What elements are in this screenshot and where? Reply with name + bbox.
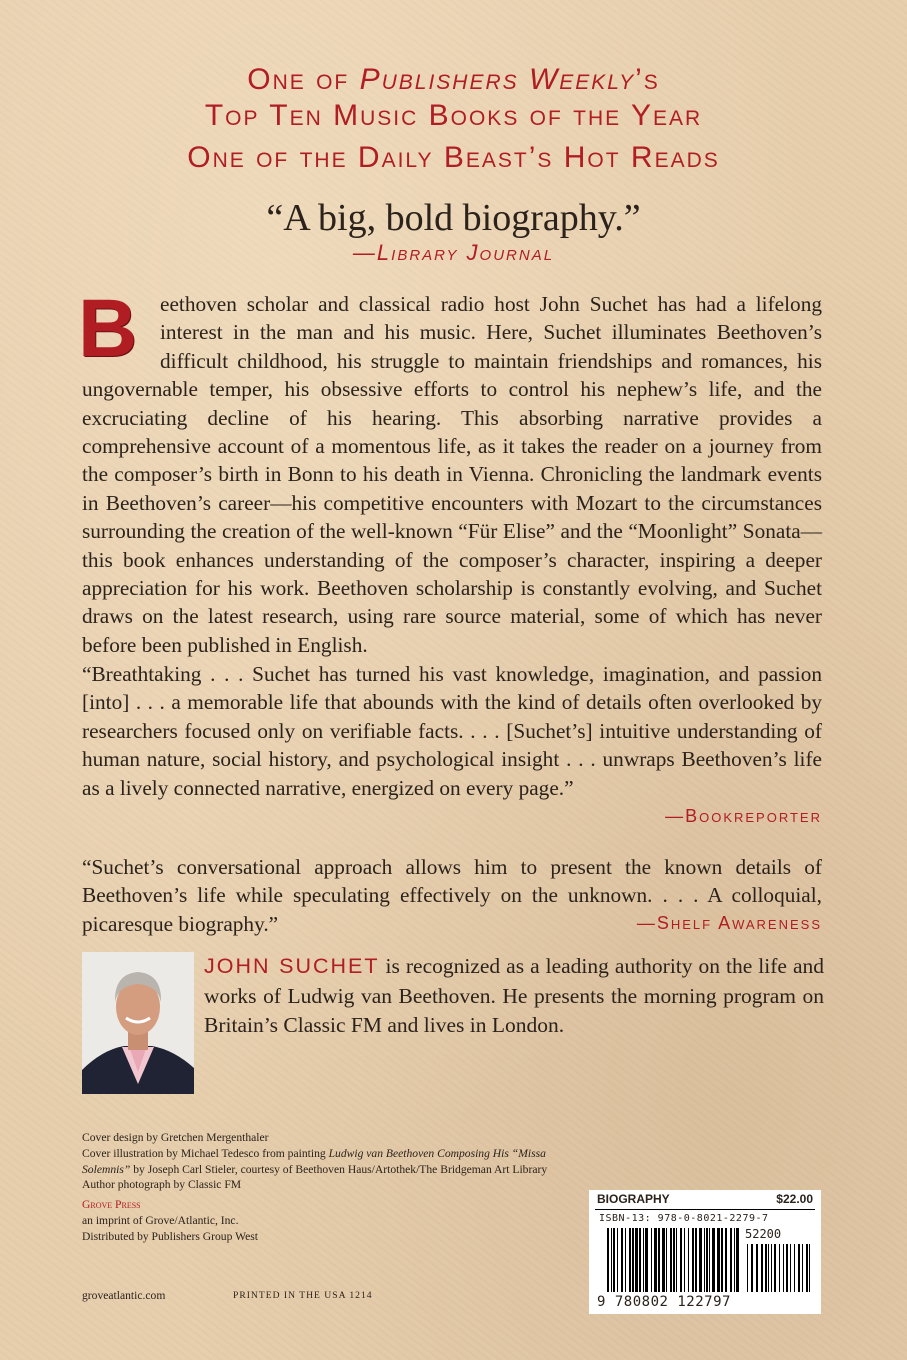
cover-design-credit: Cover design by Gretchen Mergenthaler [82,1131,269,1144]
price-label: $22.00 [776,1192,813,1206]
headline-quote: “A big, bold biography.” [266,197,641,239]
author-bio [204,952,824,1041]
publisher-website: groveatlantic.com [82,1289,166,1302]
distributor: Distributed by Publishers Group West [82,1229,258,1243]
accolade-line-1: One of Publishers Weekly’s [247,63,660,96]
drop-cap: B [78,283,138,374]
accolade-line-2: Top Ten Music Books of the Year [204,99,703,132]
author-name: JOHN SUCHET [204,954,380,978]
author-photo-credit: Author photograph by Classic FM [82,1178,242,1192]
publisher-imprint: an imprint of Grove/Atlantic, Inc. [82,1213,239,1227]
printed-note: PRINTED IN THE USA 1214 [233,1290,373,1301]
publisher-name: Grove Press [82,1198,141,1212]
book-description [78,283,822,659]
review-quote-bookreporter: “Breathtaking . . . Suchet has turned his vast knowledge, imagination, and passion [into] . . . a memorable life that abounds with the kind of details often overlooked by researchers focused only on verifiable facts. . . . [Suchet’s] intuitive understanding of human nature, social history, and psychological insight . . . unwraps Beethoven’s life as a lively connected narrative, energized on every page.” [82,662,822,800]
publishers-weekly-title: Publishers Weekly [359,63,636,96]
barcode-box [589,1190,821,1314]
category-label: BIOGRAPHY [597,1192,670,1206]
accolade-line-3: One of the Daily Beast’s Hot Reads [187,141,720,174]
headline-source: —Library Journal [352,240,555,265]
author-photo [82,952,194,1094]
description-text: eethoven scholar and classical radio host John Suchet has had a lifelong interest in the man and his music. Here, Suchet illuminates Beethoven’s difficult childhood, his struggle to maintain friendships and romances, his ungovernable temper, his obsessive efforts to control his nephew’s life, and the excruciating decline of his hearing. This absorbing narrative provides a comprehensive account of a momentous life, as it takes the reader on a journey from the composer’s birth in Bonn to his death in Vienna. Chronicling the landmark events in Beethoven’s career—his competitive encounters with Mozart to the circumstances surrounding the creation of the well-known “Für Elise” and the “Moonlight” Sonata—this book enhances understanding of the composer’s character, inspiring a deeper appreciation for his work. Beethoven scholarship is constantly evolving, and Suchet draws on the latest research, using rare source material, some of which has never before been published in English. [82,292,822,657]
review-quote-shelf-awareness: “Suchet’s conversational approach allows him to present the known details of Beethoven’s life while speculating effectively on the unknown. . . . A colloquial, picaresque biography.” [82,855,822,936]
author-bio-text: is recognized as a leading authority on the life and works of Ludwig van Beethoven. He presents the morning program on Britain’s Classic FM and lives in London. [204,954,824,1037]
review-source-shelf-awareness: —Shelf Awareness [636,913,822,933]
review-source-bookreporter: —Bookreporter [665,806,822,826]
barcode-digits: 9 780802 122797 [597,1294,731,1310]
isbn-label: ISBN-13: 978-0-8021-2279-7 [599,1213,769,1224]
accolades [0,62,907,176]
price-addon-digits: 52200 [745,1227,782,1241]
painting-title: Ludwig van Beethoven Composing His “Missa Solemnis” [82,1146,546,1176]
cover-illustration-credit: Cover illustration by Michael Tedesco from painting Ludwig van Beethoven Composing His “Missa Solemnis” by Joseph Carl Stieler, courtesy of Beethoven Haus/Artothek/The Bridgeman Art Library [82,1146,548,1176]
credits [82,1130,582,1245]
